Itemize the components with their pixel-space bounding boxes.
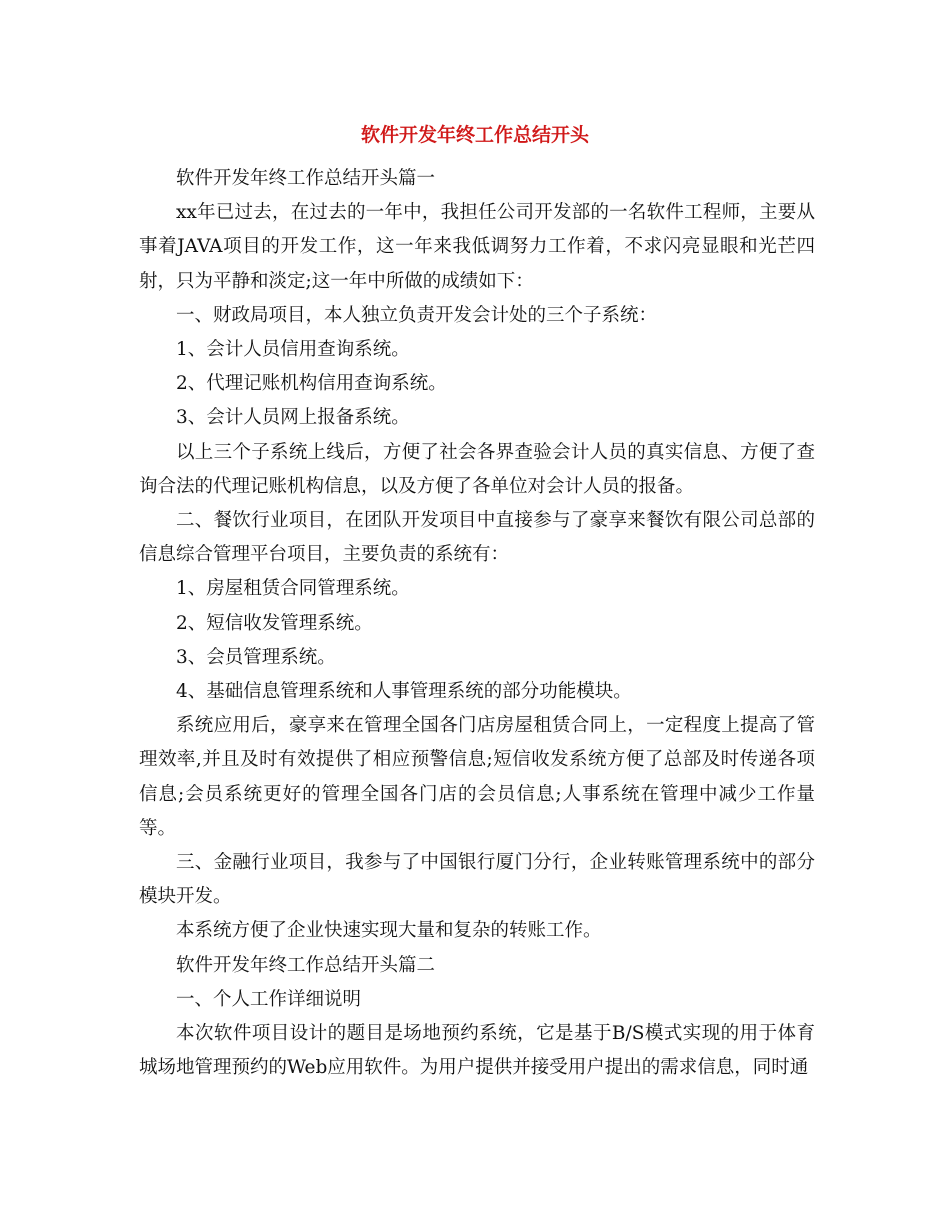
list-item: 2、代理记账机构信用查询系统。 bbox=[176, 373, 447, 395]
paragraph: 本次软件项目设计的题目是场地预约系统，它是基于B/S模式实现的用于体育城场地管理预约的Web应用软件。为用户提供并接受用户提出的需求信息，同时通 bbox=[139, 1023, 815, 1079]
list-item: 4、基础信息管理系统和人事管理系统的部分功能模块。 bbox=[176, 681, 632, 703]
paragraph: 三、金融行业项目，我参与了中国银行厦门分行，企业转账管理系统中的部分模块开发。 bbox=[139, 852, 815, 908]
list-item: 1、房屋租赁合同管理系统。 bbox=[176, 578, 410, 600]
paragraph-section-heading-1: 软件开发年终工作总结开头篇一 bbox=[176, 168, 436, 189]
paragraph: 一、个人工作详细说明 bbox=[176, 988, 362, 1010]
paragraph: 以上三个子系统上线后，方便了社会各界查验会计人员的真实信息、方便了查询合法的代理记账机构信息，以及方便了各单位对会计人员的报备。 bbox=[139, 441, 815, 497]
paragraph-section-heading-2: 软件开发年终工作总结开头篇二 bbox=[176, 954, 436, 976]
paragraph: 本系统方便了企业快速实现大量和复杂的转账工作。 bbox=[176, 920, 602, 942]
list-item: 1、会计人员信用查询系统。 bbox=[176, 339, 410, 361]
paragraph: 二、餐饮行业项目，在团队开发项目中直接参与了豪享来餐饮有限公司总部的信息综合管理平台项目，主要负责的系统有： bbox=[139, 510, 815, 566]
document-body bbox=[139, 162, 815, 1085]
list-item: 3、会计人员网上报备系统。 bbox=[176, 407, 410, 429]
paragraph: 系统应用后，豪享来在管理全国各门店房屋租赁合同上，一定程度上提高了管理效率,并且及时有效提供了相应预警信息;短信收发系统方便了总部及时传递各项信息;会员系统更好的管理全国各门店的会员信息;人事系统在管理中减少工作量等。 bbox=[139, 715, 815, 839]
list-item: 3、会员管理系统。 bbox=[176, 646, 336, 668]
paragraph: 一、财政局项目，本人独立负责开发会计处的三个子系统： bbox=[176, 304, 658, 326]
list-item: 2、短信收发管理系统。 bbox=[176, 612, 373, 634]
paragraph: xx年已过去，在过去的一年中，我担任公司开发部的一名软件工程师，主要从事着JAVA项目的开发工作，这一年来我低调努力工作着，不求闪亮显眼和光芒四射，只为平静和淡定;这一年中所做的成绩如下： bbox=[139, 202, 815, 292]
document-title: 软件开发年终工作总结开头 bbox=[360, 124, 589, 146]
